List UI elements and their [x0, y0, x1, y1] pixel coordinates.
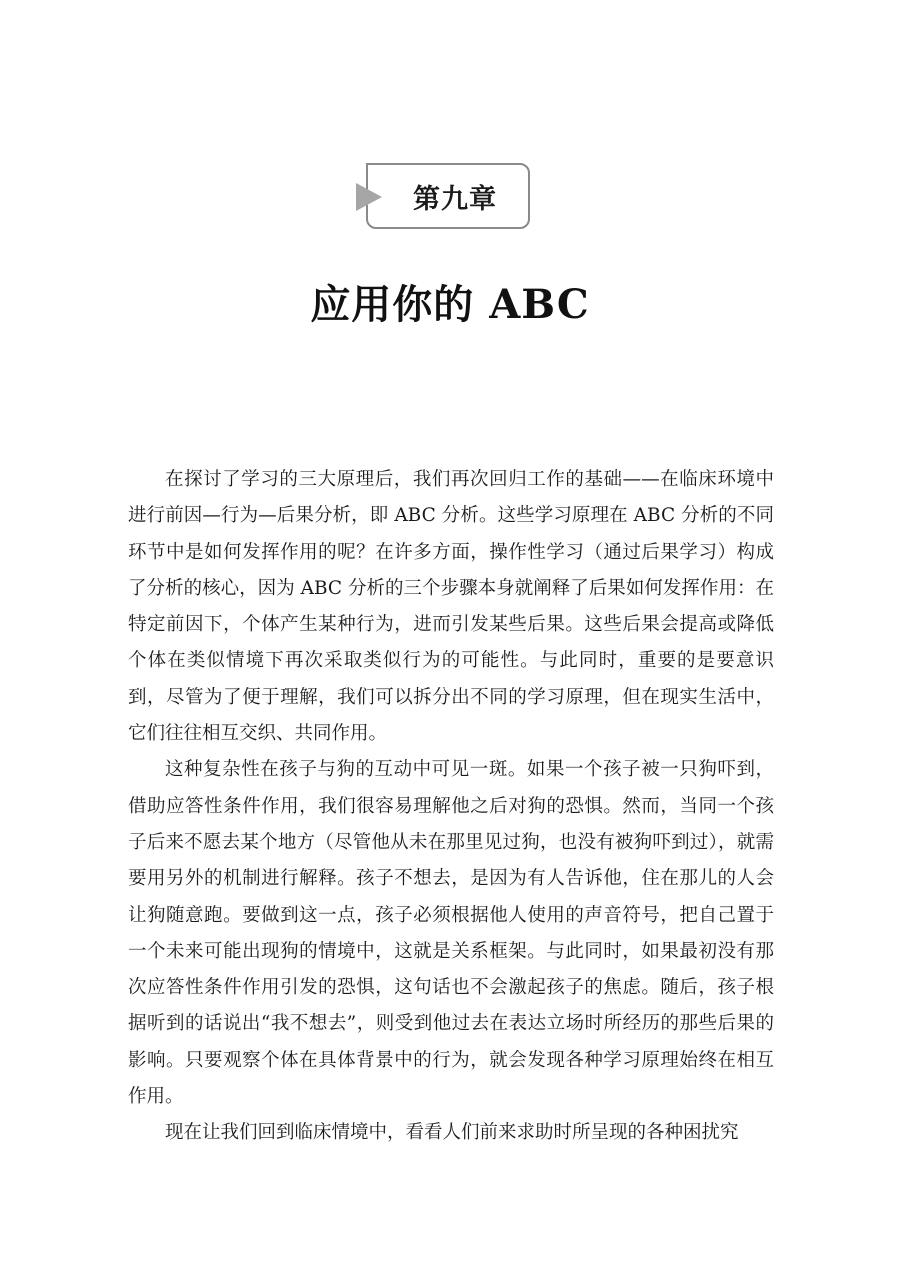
chapter-title: 应用你的 ABC — [310, 281, 590, 328]
paragraph: 现在让我们回到临床情境中，看看人们前来求助时所呈现的各种困扰究 — [165, 1122, 739, 1144]
paragraph: 这种复杂性在孩子与狗的互动中可见一斑。如果一个孩子被一只狗吓到，借助应答性条件作用，我们很容易理解他之后对狗的恐惧。然而，当同一个孩子后来不愿去某个地方（尽管他从未在那里见过狗，也没有被狗吓到过），就需要用另外的机制进行解释。孩子不想去，是因为有人告诉他，住在那儿的人会让狗随意跑。要做到这一点，孩子必须根据他人使用的声音符号，把自己置于一个未来可能出现狗的情境中，这就是关系框架。与此同时，如果最初没有那次应答性条件作用引发的恐惧，这句话也不会激起孩子的焦虑。随后，孩子根据听到的话说出“我不想去”，则受到他过去在表达立场时所经历的那些后果的影响。只要观察个体在具体背景中的行为，就会发现各种学习原理始终在相互作用。 — [128, 759, 774, 1108]
chapter-badge — [366, 163, 530, 229]
paragraph: 在探讨了学习的三大原理后，我们再次回归工作的基础——在临床环境中进行前因—行为—后果分析，即 ABC 分析。这些学习原理在 ABC 分析的不同环节中是如何发挥作用的呢？在许多方面，操作性学习（通过后果学习）构成了分析的核心，因为 ABC 分析的三个步骤本身就阐释了后果如何发挥作用：在特定前因下，个体产生某种行为，进而引发某些后果。这些后果会提高或降低个体在类似情境下再次采取类似行为的可能性。与此同时，重要的是要意识到，尽管为了便于理解，我们可以拆分出不同的学习原理，但在现实生活中，它们往往相互交织、共同作用。 — [128, 469, 774, 745]
chapter-number-label: 第九章 — [413, 183, 497, 215]
body-text — [128, 462, 774, 1152]
